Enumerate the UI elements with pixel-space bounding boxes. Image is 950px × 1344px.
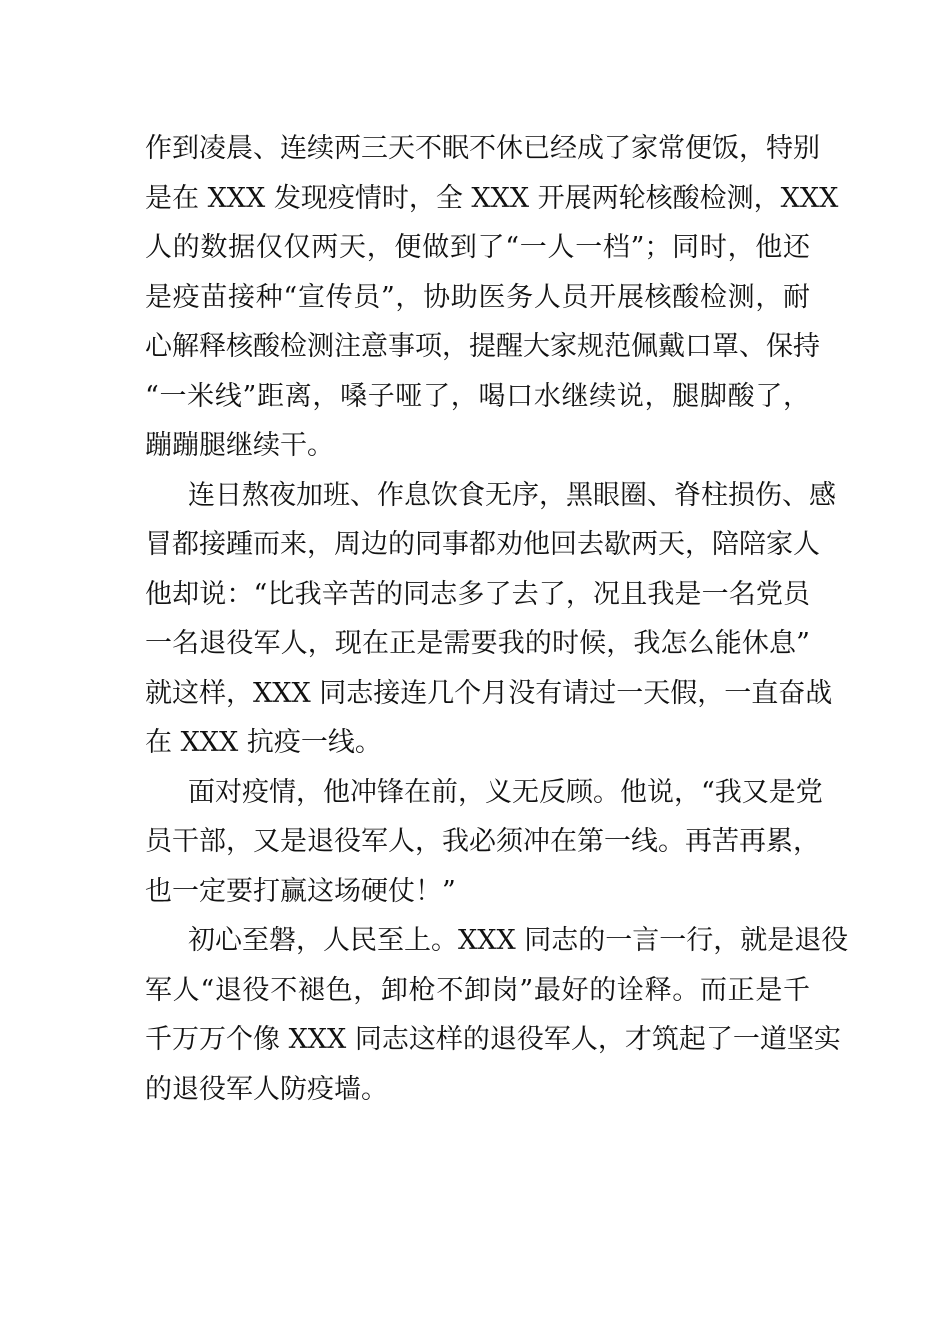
text-line: 员干部，又是退役军人，我必须冲在第一线。再苦再累， <box>145 826 820 857</box>
text-line: 的退役军人防疫墙。 <box>145 1073 388 1105</box>
text-line: 就这样，XXX 同志接连几个月没有请过一天假，一直奋战 <box>145 677 833 709</box>
text-line: 军人“退役不褪色，卸枪不卸岗”最好的诠释。而正是千 <box>145 974 810 1006</box>
text-line: 他却说：“比我辛苦的同志多了去了，况且我是一名党员 <box>145 578 810 610</box>
text-line: 一名退役军人，现在正是需要我的时候，我怎么能休息” <box>145 628 810 659</box>
paragraph <box>145 916 849 1114</box>
paragraph <box>145 768 823 917</box>
text-line: 初心至磐，人民至上。XXX 同志的一言一行，就是退役 <box>188 925 849 956</box>
text-line: 面对疫情，他冲锋在前，义无反顾。他说，“我又是党 <box>188 776 823 808</box>
text-line: 千万万个像 XXX 同志这样的退役军人，才筑起了一道坚实 <box>145 1024 841 1055</box>
text-line: 冒都接踵而来，周边的同事都劝他回去歇两天，陪陪家人 <box>145 529 820 560</box>
text-line: 在 XXX 抗疫一线。 <box>145 727 382 758</box>
text-line: 人的数据仅仅两天，便做到了“一人一档”；同时，他还 <box>145 232 810 263</box>
text-line: 连日熬夜加班、作息饮食无序，黑眼圈、脊柱损伤、感 <box>188 479 836 511</box>
text-line: 是疫苗接种“宣传员”，协助医务人员开展核酸检测，耐 <box>145 281 810 313</box>
text-line: 也一定要打赢这场硬仗！” <box>145 875 456 907</box>
text-line: “一米线”距离，嗓子哑了，喝口水继续说，腿脚酸了， <box>145 380 810 412</box>
text-line: 心解释核酸检测注意事项，提醒大家规范佩戴口罩、保持 <box>145 331 820 362</box>
text-line: 蹦蹦腿继续干。 <box>145 430 334 461</box>
text-line: 是在 XXX 发现疫情时，全 XXX 开展两轮核酸检测，XXX <box>145 182 839 214</box>
document-body <box>145 124 849 1114</box>
text-line: 作到凌晨、连续两三天不眠不休已经成了家常便饭，特别 <box>145 133 820 164</box>
paragraph <box>145 124 839 471</box>
paragraph <box>145 471 836 768</box>
